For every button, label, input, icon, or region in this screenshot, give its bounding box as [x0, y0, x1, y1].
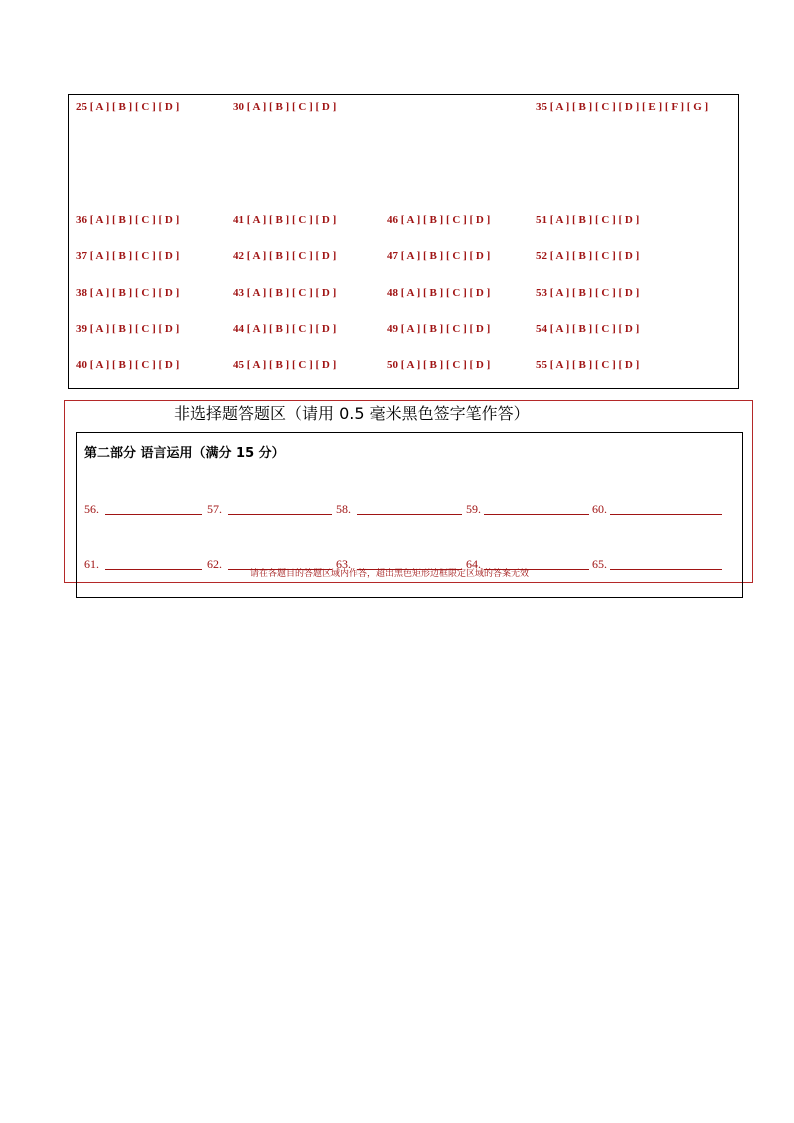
blank-57-line[interactable]	[228, 514, 332, 515]
choice-q40[interactable]: 40 [ A ] [ B ] [ C ] [ D ]	[76, 359, 180, 371]
blank-65-label: 65.	[592, 557, 607, 571]
blank-60-line[interactable]	[610, 514, 722, 515]
blank-56-label: 56.	[84, 502, 99, 516]
choice-q51[interactable]: 51 [ A ] [ B ] [ C ] [ D ]	[536, 214, 640, 226]
choice-q45[interactable]: 45 [ A ] [ B ] [ C ] [ D ]	[233, 359, 337, 371]
choice-q30[interactable]: 30 [ A ] [ B ] [ C ] [ D ]	[233, 101, 337, 113]
blank-58-line[interactable]	[357, 514, 462, 515]
part-two-heading: 第二部分 语言运用（满分 15 分）	[84, 446, 285, 461]
blank-60-label: 60.	[592, 502, 607, 516]
choice-q48[interactable]: 48 [ A ] [ B ] [ C ] [ D ]	[387, 287, 491, 299]
choice-q35[interactable]: 35 [ A ] [ B ] [ C ] [ D ] [ E ] [ F ] [ G ]	[536, 101, 709, 113]
choice-q42[interactable]: 42 [ A ] [ B ] [ C ] [ D ]	[233, 250, 337, 262]
choice-q43[interactable]: 43 [ A ] [ B ] [ C ] [ D ]	[233, 287, 337, 299]
choice-q52[interactable]: 52 [ A ] [ B ] [ C ] [ D ]	[536, 250, 640, 262]
blank-64-label: 64.	[466, 557, 481, 571]
choice-q36[interactable]: 36 [ A ] [ B ] [ C ] [ D ]	[76, 214, 180, 226]
choice-q46[interactable]: 46 [ A ] [ B ] [ C ] [ D ]	[387, 214, 491, 226]
blank-63-label: 63.	[336, 557, 351, 571]
blank-61-line[interactable]	[105, 569, 202, 570]
choice-q53[interactable]: 53 [ A ] [ B ] [ C ] [ D ]	[536, 287, 640, 299]
non-choice-title: 非选择题答题区（请用 0.5 毫米黑色签字笔作答）	[174, 404, 530, 423]
choice-q38[interactable]: 38 [ A ] [ B ] [ C ] [ D ]	[76, 287, 180, 299]
choice-q25[interactable]: 25 [ A ] [ B ] [ C ] [ D ]	[76, 101, 180, 113]
choice-q50[interactable]: 50 [ A ] [ B ] [ C ] [ D ]	[387, 359, 491, 371]
blank-62-label: 62.	[207, 557, 222, 571]
choice-answer-box	[68, 94, 739, 389]
blank-65-line[interactable]	[610, 569, 722, 570]
choice-q37[interactable]: 37 [ A ] [ B ] [ C ] [ D ]	[76, 250, 180, 262]
choice-q44[interactable]: 44 [ A ] [ B ] [ C ] [ D ]	[233, 323, 337, 335]
choice-q55[interactable]: 55 [ A ] [ B ] [ C ] [ D ]	[536, 359, 640, 371]
blank-56-line[interactable]	[105, 514, 202, 515]
blank-58-label: 58.	[336, 502, 351, 516]
blank-57-label: 57.	[207, 502, 222, 516]
blank-59-line[interactable]	[484, 514, 589, 515]
choice-q41[interactable]: 41 [ A ] [ B ] [ C ] [ D ]	[233, 214, 337, 226]
answer-area-warning: 请在各题目的答题区域内作答，超出黑色矩形边框限定区域的答案无效	[250, 569, 530, 579]
choice-q47[interactable]: 47 [ A ] [ B ] [ C ] [ D ]	[387, 250, 491, 262]
blank-61-label: 61.	[84, 557, 99, 571]
blank-59-label: 59.	[466, 502, 481, 516]
choice-q54[interactable]: 54 [ A ] [ B ] [ C ] [ D ]	[536, 323, 640, 335]
choice-q39[interactable]: 39 [ A ] [ B ] [ C ] [ D ]	[76, 323, 180, 335]
choice-q49[interactable]: 49 [ A ] [ B ] [ C ] [ D ]	[387, 323, 491, 335]
